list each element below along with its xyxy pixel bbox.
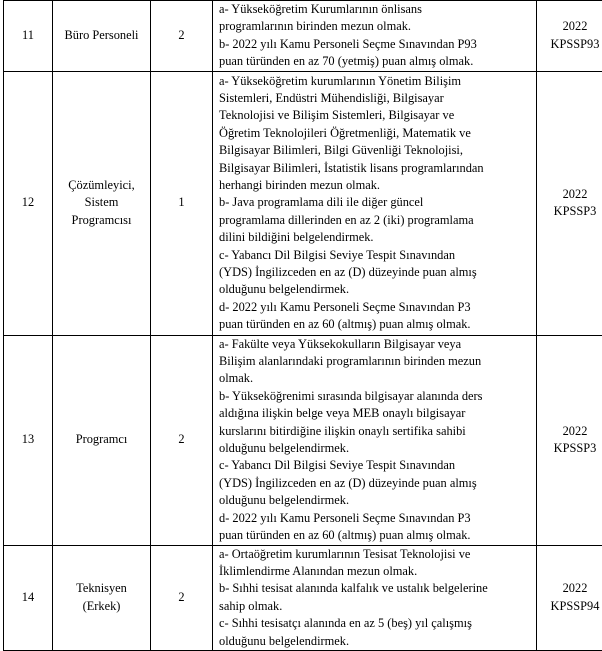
position-title: Programcı (53, 335, 151, 545)
requirement-line: d- 2022 yılı Kamu Personeli Seçme Sınavından P3 (219, 299, 532, 316)
requirement-line: b- 2022 yılı Kamu Personeli Seçme Sınavından P93 (219, 36, 532, 53)
requirement-line: Teknolojisi ve Bilişim Sistemleri, Bilgisayar ve (219, 107, 532, 124)
requirement-line: olduğunu belgelendirmek. (219, 440, 532, 457)
requirement-line: herhangi birinden mezun olmak. (219, 177, 532, 194)
position-count: 2 (151, 1, 213, 72)
requirements-cell (213, 545, 537, 650)
requirement-line: a- Ortaöğretim kurumlarının Tesisat Teknolojisi ve (219, 546, 532, 563)
requirement-line: d- 2022 yılı Kamu Personeli Seçme Sınavından P3 (219, 510, 532, 527)
exam-code: 2022 KPSSP3 (537, 71, 602, 335)
table-row (4, 335, 602, 545)
position-count: 1 (151, 71, 213, 335)
exam-code: 2022 KPSSP93 (537, 1, 602, 72)
requirement-line: puan türünden en az 60 (altmış) puan almış olmak. (219, 316, 532, 333)
requirement-line: İklimlendirme Alanından mezun olmak. (219, 563, 532, 580)
requirement-line: Sistemleri, Endüstri Mühendisliği, Bilgisayar (219, 90, 532, 107)
requirement-line: b- Sıhhi tesisat alanında kalfalık ve ustalık belgelerine (219, 580, 532, 597)
requirement-line: a- Yükseköğretim Kurumlarının önlisans (219, 1, 532, 18)
row-number: 11 (4, 1, 53, 72)
requirement-line: aldığına ilişkin belge veya MEB onaylı bilgisayar (219, 405, 532, 422)
table-row (4, 1, 602, 72)
requirement-line: dilini bildiğini belgelendirmek. (219, 229, 532, 246)
requirement-line: b- Java programlama dili ile diğer güncel (219, 194, 532, 211)
requirement-line: puan türünden en az 60 (altmış) puan almış olmak. (219, 527, 532, 544)
requirement-line: c- Yabancı Dil Bilgisi Seviye Tespit Sınavından (219, 247, 532, 264)
requirement-line: Bilişim alanlarındaki programlarının birinden mezun (219, 353, 532, 370)
requirement-line: olmak. (219, 370, 532, 387)
requirement-line: olduğunu belgelendirmek. (219, 633, 532, 650)
position-title: Teknisyen (Erkek) (53, 545, 151, 650)
row-number: 13 (4, 335, 53, 545)
requirement-line: Öğretim Teknolojileri Öğretmenliği, Matematik ve (219, 125, 532, 142)
position-count: 2 (151, 335, 213, 545)
requirement-line: olduğunu belgelendirmek. (219, 281, 532, 298)
requirements-cell (213, 335, 537, 545)
requirement-line: olduğunu belgelendirmek. (219, 492, 532, 509)
table-row (4, 545, 602, 650)
row-number: 12 (4, 71, 53, 335)
requirement-line: Bilgisayar Bilimleri, İstatistik lisans programlarından (219, 160, 532, 177)
table-row (4, 71, 602, 335)
positions-table (3, 0, 602, 651)
requirements-cell (213, 1, 537, 72)
exam-code: 2022 KPSSP3 (537, 335, 602, 545)
requirement-line: sahip olmak. (219, 598, 532, 615)
position-title: Çözümleyici, Sistem Programcısı (53, 71, 151, 335)
requirement-line: a- Yükseköğretim kurumlarının Yönetim Bilişim (219, 73, 532, 90)
requirement-line: kurslarını bitirdiğine ilişkin onaylı sertifika sahibi (219, 423, 532, 440)
requirement-line: c- Yabancı Dil Bilgisi Seviye Tespit Sınavından (219, 457, 532, 474)
position-title: Büro Personeli (53, 1, 151, 72)
requirements-cell (213, 71, 537, 335)
requirement-line: b- Yükseköğrenimi sırasında bilgisayar alanında ders (219, 388, 532, 405)
requirement-line: (YDS) İngilizceden en az (D) düzeyinde puan almış (219, 264, 532, 281)
row-number: 14 (4, 545, 53, 650)
position-count: 2 (151, 545, 213, 650)
requirement-line: c- Sıhhi tesisatçı alanında en az 5 (beş) yıl çalışmış (219, 615, 532, 632)
requirement-line: a- Fakülte veya Yüksekokulların Bilgisayar veya (219, 336, 532, 353)
exam-code: 2022 KPSSP94 (537, 545, 602, 650)
requirement-line: programlarının birinden mezun olmak. (219, 18, 532, 35)
requirement-line: puan türünden en az 70 (yetmiş) puan almış olmak. (219, 53, 532, 70)
requirement-line: programlama dillerinden en az 2 (iki) programlama (219, 212, 532, 229)
requirement-line: (YDS) İngilizceden en az (D) düzeyinde puan almış (219, 475, 532, 492)
requirement-line: Bilgisayar Bilimleri, Bilgi Güvenliği Teknolojisi, (219, 142, 532, 159)
